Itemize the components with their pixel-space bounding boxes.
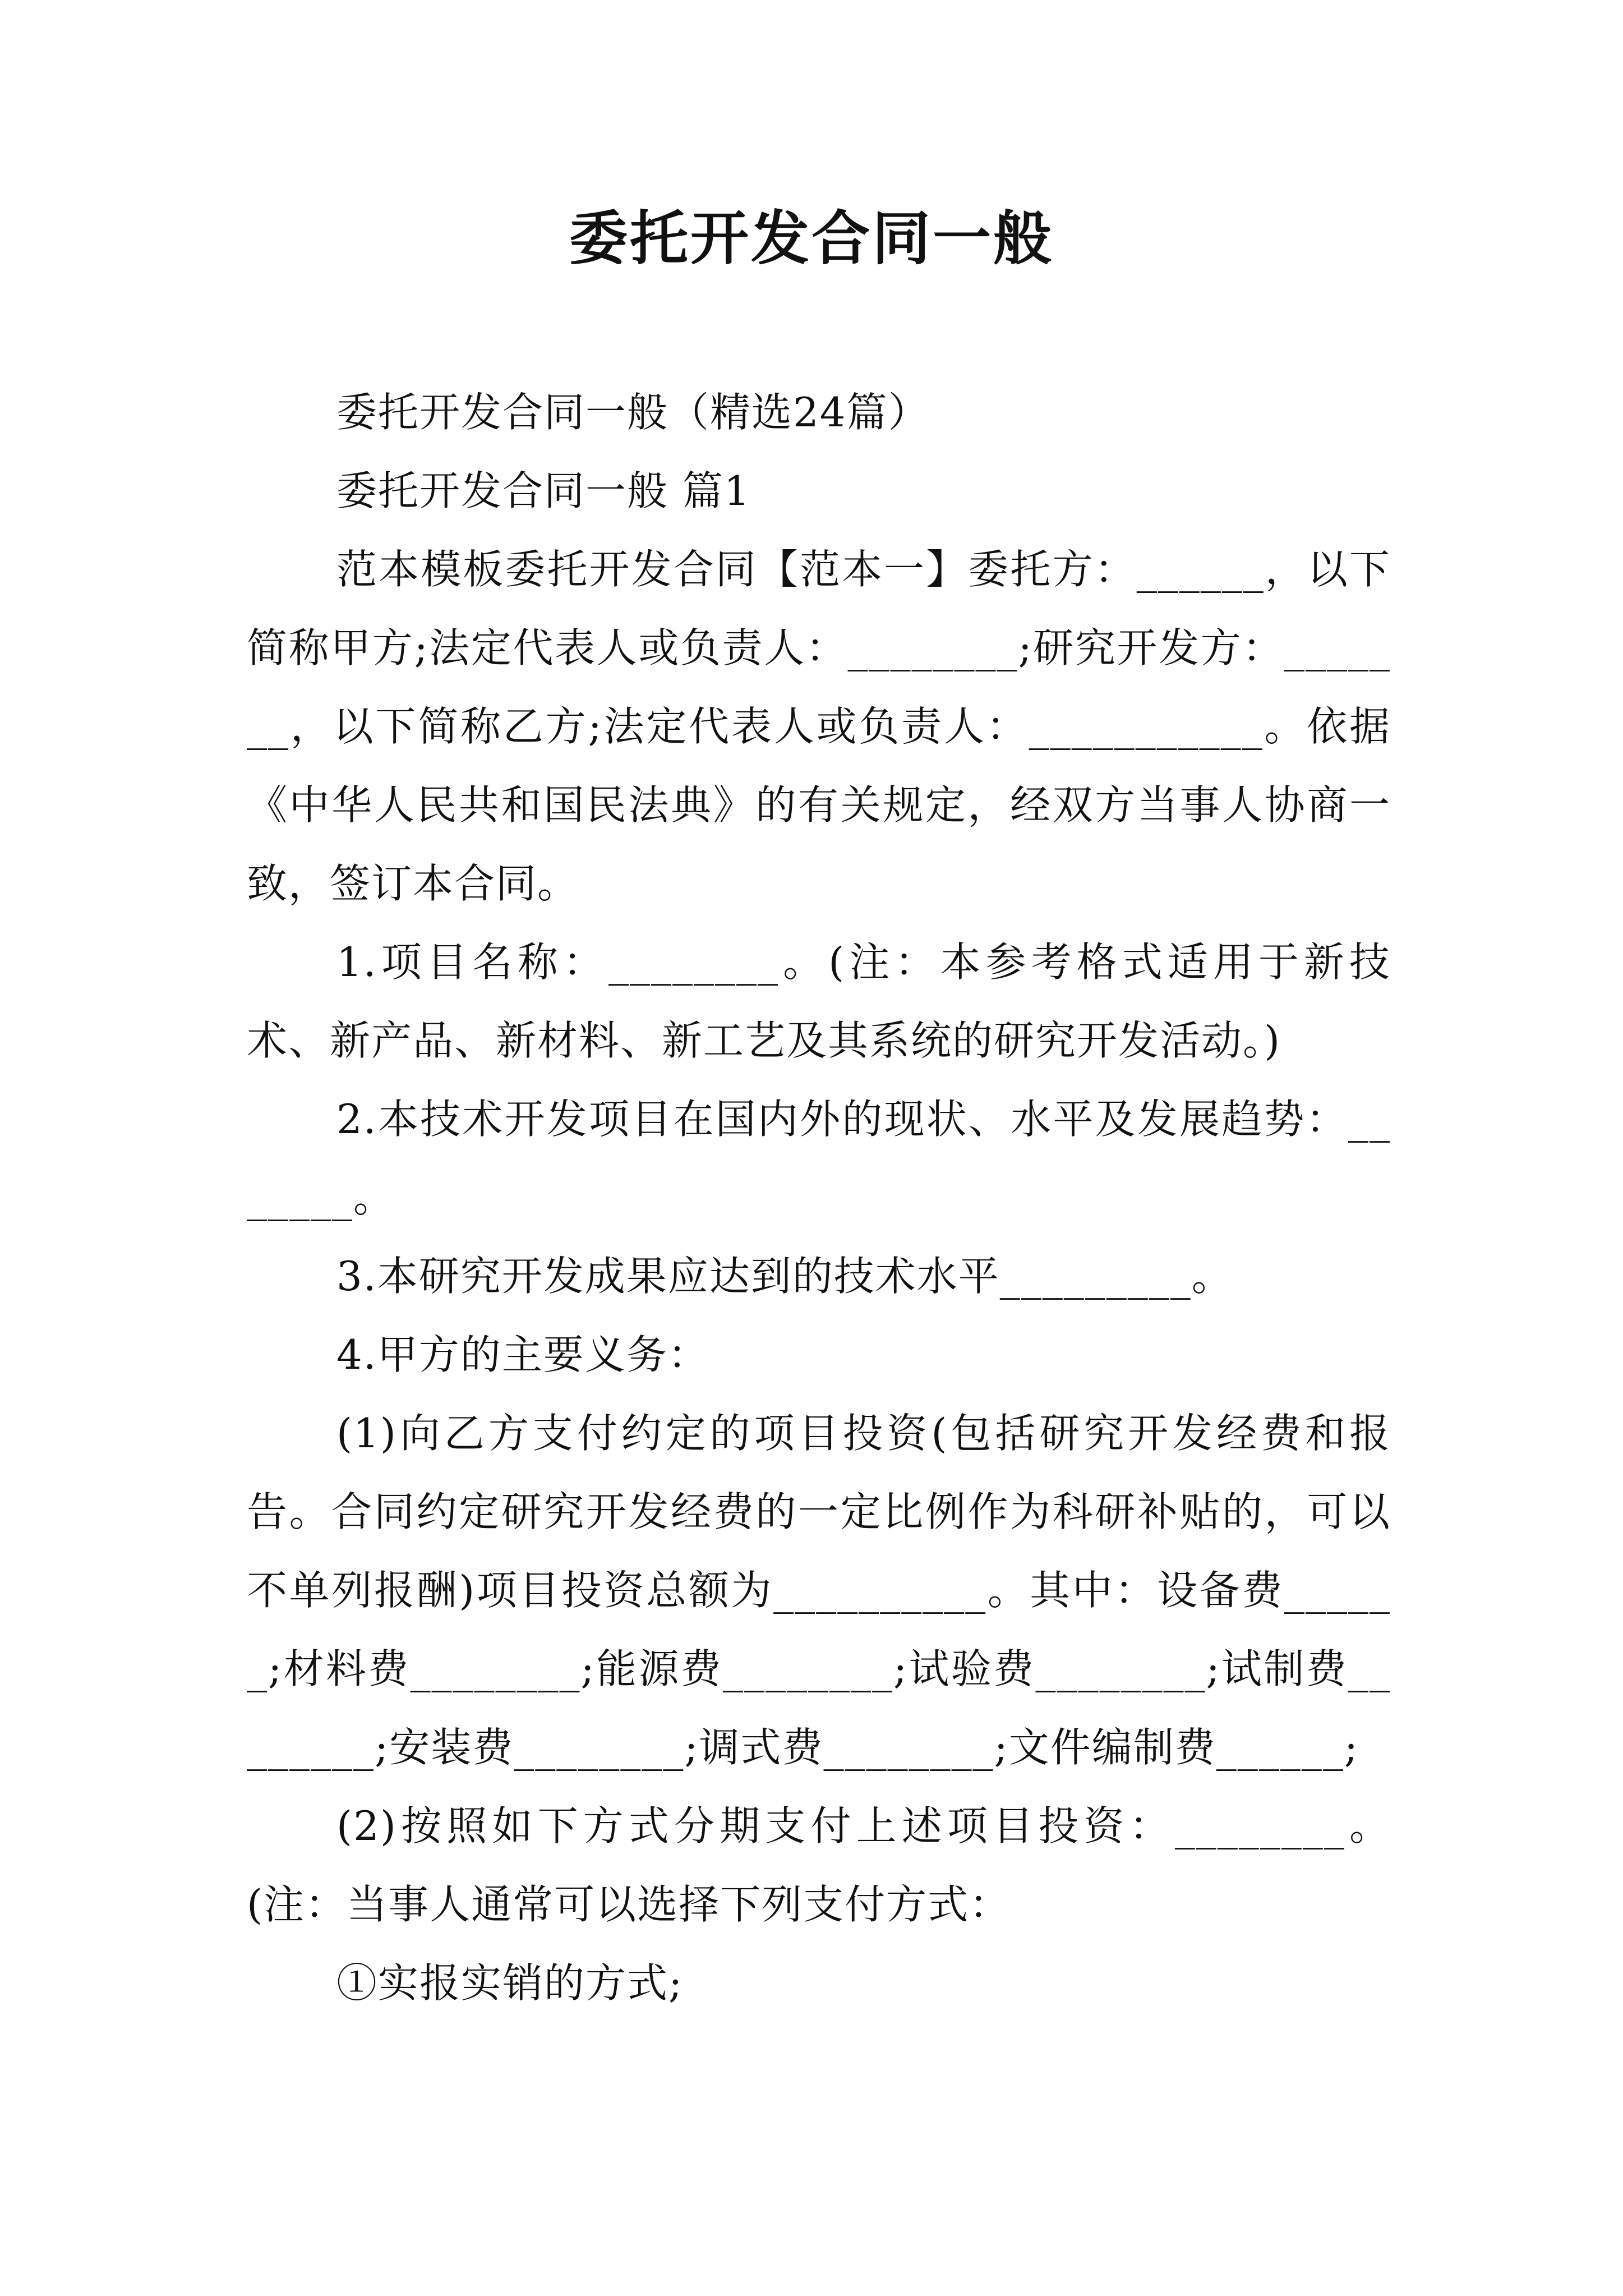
payment-option-1: ①实报实销的方式;	[336, 1959, 684, 2007]
clause-4-2-installments: (2)按照如下方式分期支付上述项目投资：________。(注：当事人通常可以选择下列支付方式：	[247, 1802, 1391, 1928]
clause-4-obligations: 4.甲方的主要义务：	[336, 1331, 709, 1378]
document-title: 委托开发合同一般	[569, 204, 1054, 273]
clause-4-1-investment: (1)向乙方支付约定的项目投资(包括研究开发经费和报告。合同约定研究开发经费的一定比例作为科研补贴的，可以不单列报酬)项目投资总额为__________。其中：设备费______;材料费________;能源费________;试验费________;试制费________;安装费________;调式费________;文件编制费______;	[247, 1410, 1391, 1771]
clause-2-status: 2.本技术开发项目在国内外的现状、水平及发展趋势：_______。	[247, 1096, 1391, 1221]
section-heading: 委托开发合同一般 篇1	[336, 467, 751, 514]
clause-3-technical-level: 3.本研究开发成果应达到的技术水平_________。	[336, 1253, 1233, 1300]
clause-1-project-name: 1.项目名称：________。(注：本参考格式适用于新技术、新产品、新材料、新工艺及其系统的研究开发活动。)	[247, 938, 1391, 1064]
intro-paragraph: 范本模板委托开发合同【范本一】委托方：______，以下简称甲方;法定代表人或负责人：________;研究开发方：_______，以下简称乙方;法定代表人或负责人：___________。依据《中华人民共和国民法典》的有关规定，经双方当事人协商一致，签订本合同。	[247, 546, 1391, 907]
subtitle-paragraph: 委托开发合同一般（精选24篇）	[336, 389, 930, 436]
document-body	[247, 373, 1391, 2022]
